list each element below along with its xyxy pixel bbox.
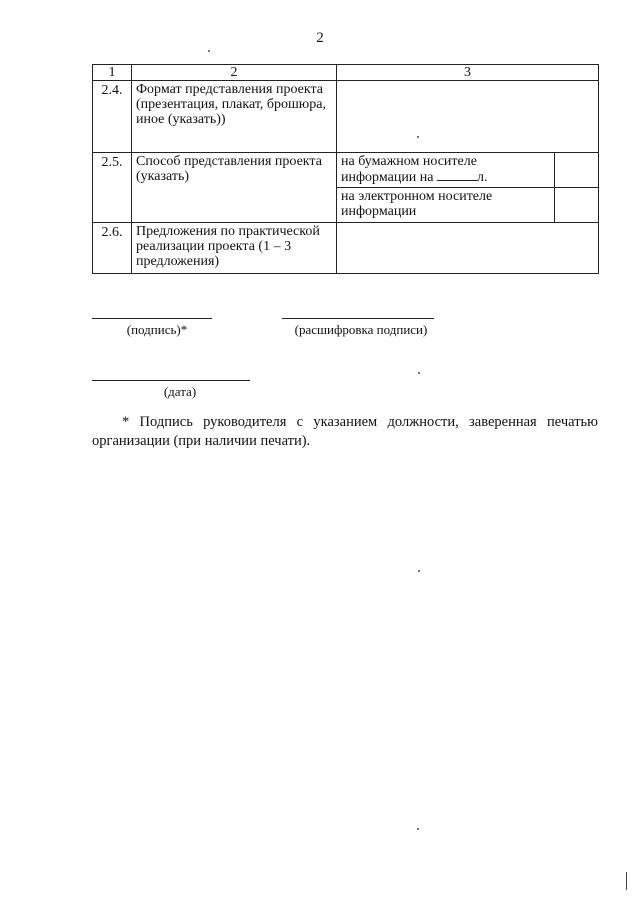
scan-speck bbox=[417, 136, 419, 138]
signature-line[interactable] bbox=[92, 318, 212, 319]
scan-speck bbox=[418, 372, 420, 374]
column-header-1: 1 bbox=[93, 65, 132, 81]
column-header-3: 3 bbox=[337, 65, 599, 81]
scan-speck bbox=[417, 828, 419, 830]
scan-speck bbox=[418, 570, 420, 572]
project-form-table bbox=[92, 64, 599, 274]
table-header-row bbox=[93, 65, 599, 81]
row-number: 2.6. bbox=[93, 223, 132, 274]
decoding-caption: (расшифровка подписи) bbox=[294, 322, 428, 337]
signature-caption: (подпись)* bbox=[126, 322, 188, 337]
row-number: 2.4. bbox=[93, 81, 132, 153]
row-label: Предложения по практической реализации проекта (1 – 3 предложения) bbox=[132, 223, 337, 274]
option-paper-label: на бумажном носителе информации на bbox=[341, 154, 477, 185]
option-electronic-checkbox[interactable] bbox=[555, 188, 599, 223]
page-number: 2 bbox=[316, 30, 324, 46]
row-label: Способ представления проекта (указать) bbox=[132, 153, 337, 223]
decoding-line[interactable] bbox=[282, 318, 434, 319]
option-electronic bbox=[337, 188, 555, 223]
column-header-2: 2 bbox=[132, 65, 337, 81]
sheet-unit-label: л. bbox=[477, 170, 488, 185]
scan-edge-mark bbox=[626, 872, 627, 890]
row-value-field[interactable] bbox=[337, 81, 599, 153]
footnote: * Подпись руководителя с указанием должности, заверенная печатью организации (при наличии печати). bbox=[92, 414, 598, 449]
option-paper-checkbox[interactable] bbox=[555, 153, 599, 188]
table-row bbox=[93, 153, 599, 188]
row-value-field[interactable] bbox=[337, 223, 599, 274]
option-electronic-label: на электронном носителе информации bbox=[341, 189, 493, 219]
date-line[interactable] bbox=[92, 380, 250, 381]
row-label: Формат представления проекта (презентация, плакат, брошюра, иное (указать)) bbox=[132, 81, 337, 153]
table-row bbox=[93, 81, 599, 153]
table-row bbox=[93, 223, 599, 274]
row-number: 2.5. bbox=[93, 153, 132, 223]
date-caption: (дата) bbox=[163, 384, 197, 399]
sheet-count-blank[interactable] bbox=[437, 169, 477, 181]
option-paper bbox=[337, 153, 555, 188]
scan-speck bbox=[208, 50, 210, 52]
